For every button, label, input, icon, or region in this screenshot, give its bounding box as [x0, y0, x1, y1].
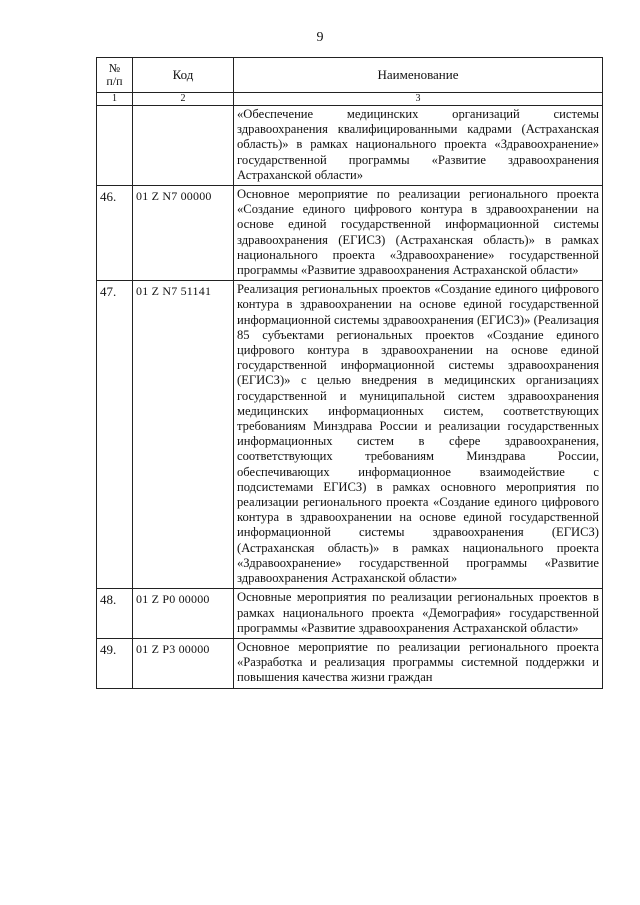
column-index: 1 [97, 93, 133, 106]
row-name: Основные мероприятия по реализации региональных проектов в рамках национального проекта «Демография» государственной программы «Развитие здравоохранения Астраханской области» [234, 589, 603, 639]
row-code: 01 Z P3 00000 [133, 638, 234, 688]
column-index: 2 [133, 93, 234, 106]
row-name: «Обеспечение медицинских организаций системы здравоохранения квалифицированными кадрами (Астраханская область)» в рамках национального проекта «Здравоохранение» государственной программы «Развитие здравоохранения Астраханской области» [234, 106, 603, 186]
header-code: Код [133, 58, 234, 93]
header-number [97, 58, 133, 93]
row-name: Основное мероприятие по реализации регионального проекта «Создание единого цифрового контура в здравоохранении на основе единой государственной информационной системы здравоохранения (ЕГИСЗ) (Астраханская область)» в рамках национального проекта «Здравоохранение» государственной программы «Развитие здравоохранения Астраханской области» [234, 186, 603, 281]
row-number: 46. [97, 186, 133, 281]
table-row [97, 638, 603, 688]
row-number: 49. [97, 638, 133, 688]
table-row [97, 281, 603, 589]
table-row [97, 589, 603, 639]
page-number: 9 [316, 30, 324, 45]
column-index-row [97, 93, 603, 106]
row-code [133, 106, 234, 186]
row-code: 01 Z P0 00000 [133, 589, 234, 639]
budget-classification-table [96, 57, 603, 689]
table-header-row [97, 58, 603, 93]
header-number-label: № п/п [106, 61, 123, 88]
column-index: 3 [234, 93, 603, 106]
row-code: 01 Z N7 00000 [133, 186, 234, 281]
row-number [97, 106, 133, 186]
row-code: 01 Z N7 51141 [133, 281, 234, 589]
header-name: Наименование [234, 58, 603, 93]
row-name: Реализация региональных проектов «Создание единого цифрового контура в здравоохранении на основе единой государственной информационной системы здравоохранения (ЕГИСЗ)» (Реализация 85 субъектами региональных проектов «Создание единого цифрового контура в здравоохранении на основе единой государственной информационной системы здравоохранения (ЕГИСЗ)» с целью внедрения в медицинских организациях государственной и муниципальной систем здравоохранения медицинских информационных систем, соответствующих требованиям Минздрава России и реализации государственных информационных систем в сфере здравоохранения, соответствующих требованиям Минздрава России, обеспечивающих информационное взаимодействие с подсистемами ЕГИСЗ) в рамках основного мероприятия по реализации регионального проекта «Создание единого цифрового контура в здравоохранении на основе единой государственной информационной системы здравоохранения (ЕГИСЗ) (Астраханская область)» в рамках национального проекта «Здравоохранение» государственной программы «Развитие здравоохранения Астраханской области» [234, 281, 603, 589]
row-number: 48. [97, 589, 133, 639]
table-row [97, 106, 603, 186]
row-number: 47. [97, 281, 133, 589]
row-name: Основное мероприятие по реализации регионального проекта «Разработка и реализация программы системной поддержки и повышения качества жизни граждан [234, 638, 603, 688]
table-row [97, 186, 603, 281]
